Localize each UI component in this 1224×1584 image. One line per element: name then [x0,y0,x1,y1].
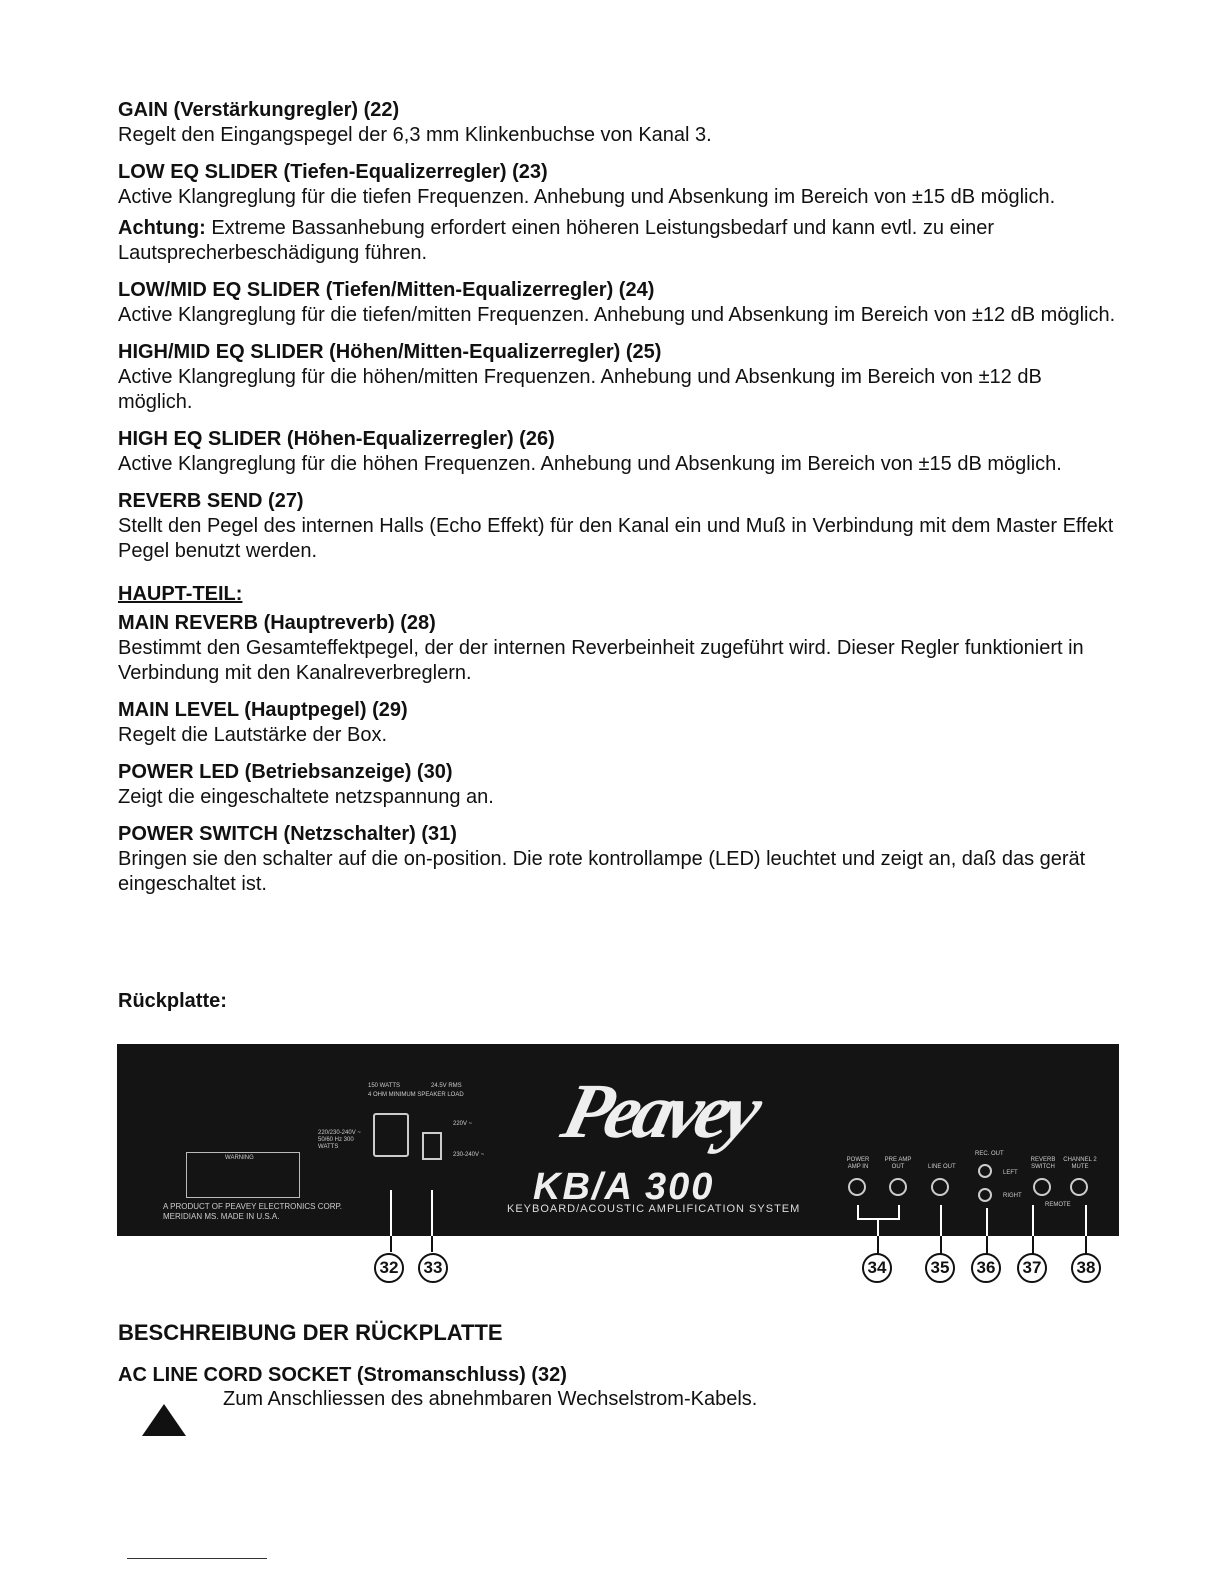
leader-line-37 [1032,1205,1034,1236]
warning-label [186,1152,300,1198]
item-text: Active Klangreglung für die tiefen Frequenzen. Anhebung und Absenkung im Bereich von ±15 dB möglich. [118,186,1056,208]
line-out-label: LINE OUT [928,1164,956,1170]
v230-240-label: 230-240V ~ [453,1152,485,1158]
leader-line-35 [940,1205,942,1236]
item-text: Zeigt die eingeschaltete netzspannung an. [118,786,494,808]
ac-socket-title: AC LINE CORD SOCKET (Stromanschluss) (32) [118,1364,567,1386]
item-title: REVERB SEND (27) [118,490,304,512]
callout-36: 36 [971,1253,1001,1283]
callout-32: 32 [374,1253,404,1283]
item-main-reverb [118,611,1118,686]
item-high-eq [118,427,1118,477]
channel2-mute-label: CHANNEL 2 MUTE [1063,1157,1097,1170]
bracket-34-right [898,1205,900,1219]
caution-text: Extreme Bassanhebung erfordert einen höheren Leistungsbedarf und kann evtl. zu einer Lautsprecherbeschädigung führen. [118,217,995,264]
leader-line-36-out [986,1236,988,1254]
peavey-logo: Peavey [554,1067,766,1154]
right-label: RIGHT [1003,1193,1022,1199]
callout-35: 35 [925,1253,955,1283]
item-title: GAIN (Verstärkungregler) (22) [118,99,400,121]
footer-rule [127,1558,267,1559]
power-rating: 150 WATTS [368,1083,401,1089]
item-text: Active Klangreglung für die höhen Frequenzen. Anhebung und Absenkung im Bereich von ±15 dB möglich. [118,453,1062,475]
pre-amp-out-jack [889,1178,907,1196]
item-text: Active Klangreglung für die tiefen/mitten Frequenzen. Anhebung und Absenkung im Bereich von ±12 dB möglich. [118,304,1116,326]
left-label: LEFT [1003,1170,1018,1176]
maker-label [163,1202,342,1222]
reverb-switch-jack [1033,1178,1051,1196]
rec-out-left-jack [978,1164,992,1178]
document-body [118,98,1118,909]
channel2-mute-jack [1070,1178,1088,1196]
rec-out-right-jack [978,1188,992,1202]
item-power-led [118,760,1118,810]
item-power-switch [118,822,1118,897]
bracket-34-left [857,1205,859,1219]
section-heading-rear: BESCHREIBUNG DER RÜCKPLATTE [118,1320,503,1345]
item-title: LOW EQ SLIDER (Tiefen-Equalizerregler) (23) [118,161,548,183]
callout-34: 34 [862,1253,892,1283]
maker-line1: A PRODUCT OF PEAVEY ELECTRONICS CORP. [163,1202,343,1211]
leader-line-32-out [390,1236,392,1252]
voltage-switch [422,1132,442,1160]
item-reverb-send [118,489,1118,564]
item-low-eq [118,160,1118,266]
item-text: Active Klangreglung für die höhen/mitten Frequenzen. Anhebung und Absenkung im Bereich von ±12 dB möglich. [118,366,1042,413]
warning-triangle-icon [140,1402,188,1438]
section-heading-main: HAUPT-TEIL: [118,583,243,605]
callout-38: 38 [1071,1253,1101,1283]
caution-label: Achtung: [118,217,206,239]
callout-33: 33 [418,1253,448,1283]
item-title: POWER LED (Betriebsanzeige) (30) [118,761,453,783]
callout-37: 37 [1017,1253,1047,1283]
item-title: HIGH EQ SLIDER (Höhen-Equalizerregler) (26) [118,428,555,450]
maker-line2: MERIDIAN MS. MADE IN U.S.A. [163,1212,280,1221]
rueckplatte-heading: Rückplatte: [118,990,227,1012]
v220-label: 220V ~ [453,1121,473,1127]
caution-note [118,216,1118,266]
item-text: Regelt den Eingangspegel der 6,3 mm Klinkenbuchse von Kanal 3. [118,124,712,146]
item-text: Stellt den Pegel des internen Halls (Echo Effekt) für den Kanal ein und Muß in Verbindung mit dem Master Effekt Pegel benutzt werden. [118,515,1114,562]
item-low-mid-eq [118,278,1118,328]
item-high-mid-eq [118,340,1118,415]
leader-line-33-out [431,1236,433,1252]
item-text: Bestimmt den Gesamteffektpegel, der der internen Reverbeinheit zugeführt wird. Dieser Regler funktioniert in Verbindung mit den Kanalreverbreglern. [118,637,1084,684]
rec-out-label: REC. OUT [975,1151,1004,1157]
leader-line-35-out [940,1236,942,1254]
ac-socket-text: Zum Anschliessen des abnehmbaren Wechselstrom-Kabels. [223,1388,758,1410]
item-text: Regelt die Lautstärke der Box. [118,724,388,746]
reverb-switch-label: REVERB SWITCH [1030,1157,1056,1170]
panel-subtitle: KEYBOARD/ACOUSTIC AMPLIFICATION SYSTEM [507,1203,801,1215]
voltage-rating: 24.5V RMS [431,1083,462,1089]
line-out-jack [931,1178,949,1196]
item-title: POWER SWITCH (Netzschalter) (31) [118,823,457,845]
item-title: LOW/MID EQ SLIDER (Tiefen/Mitten-Equalizerregler) (24) [118,279,655,301]
mains-rating: 220/230-240V ~ 50/60 Hz 300 WATTS [318,1130,361,1150]
item-title: MAIN REVERB (Hauptreverb) (28) [118,612,436,634]
power-amp-in-label: POWER AMP IN [846,1157,870,1170]
ac-socket [373,1113,409,1157]
item-text: Bringen sie den schalter auf die on-position. Die rote kontrollampe (LED) leuchtet und zeigt an, daß das gerät eingeschaltet ist. [118,848,1086,895]
remote-label: REMOTE [1045,1202,1071,1208]
speaker-load: 4 OHM MINIMUM SPEAKER LOAD [368,1092,464,1098]
power-amp-in-jack [848,1178,866,1196]
model-name: KB/A 300 [533,1166,715,1208]
leader-line-34-out [877,1236,879,1254]
leader-line-37-out [1032,1236,1034,1254]
leader-line-38-out [1085,1236,1087,1254]
item-title: MAIN LEVEL (Hauptpegel) (29) [118,699,408,721]
leader-line-38 [1085,1205,1087,1236]
item-main-level [118,698,1118,748]
pre-amp-out-label: PRE AMP OUT [884,1157,912,1170]
item-gain [118,98,1118,148]
warning-text: WARNING [225,1155,254,1161]
leader-line-34 [877,1218,879,1236]
item-title: HIGH/MID EQ SLIDER (Höhen/Mitten-Equalizerregler) (25) [118,341,662,363]
leader-line-36 [986,1208,988,1236]
